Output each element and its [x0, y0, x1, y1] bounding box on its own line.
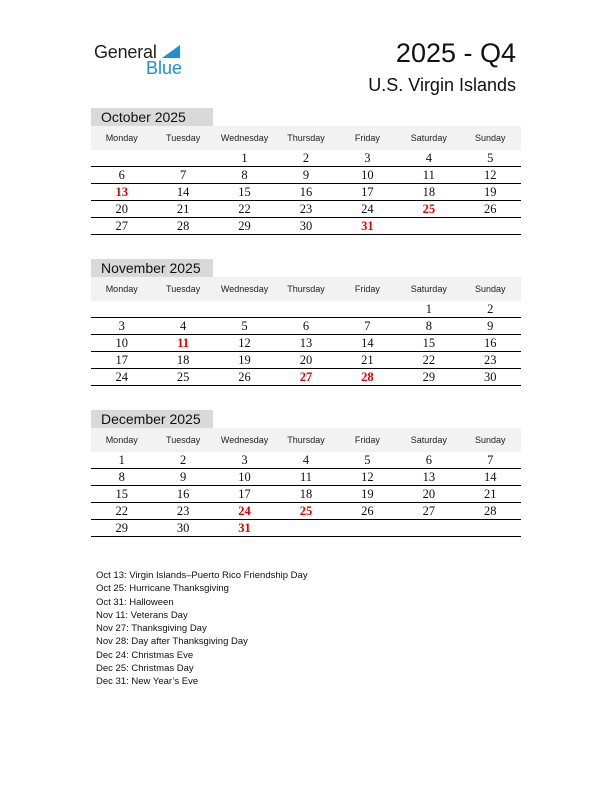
calendar-grid [91, 428, 521, 537]
day-cell: 15 [398, 335, 459, 352]
day-cell: 25 [275, 503, 336, 520]
week-row [91, 469, 521, 486]
day-cell: 10 [337, 167, 398, 184]
day-cell: 5 [337, 452, 398, 469]
day-cell: 23 [275, 201, 336, 218]
day-cell: 12 [214, 335, 275, 352]
empty-day-cell [275, 301, 336, 318]
day-cell: 27 [398, 503, 459, 520]
day-cell: 10 [91, 335, 152, 352]
day-cell: 24 [337, 201, 398, 218]
empty-day-cell [398, 218, 459, 235]
logo-general-text: General [94, 42, 157, 62]
day-cell: 8 [398, 318, 459, 335]
weekday-header: Saturday [398, 277, 459, 301]
day-cell: 21 [337, 352, 398, 369]
day-cell: 23 [152, 503, 213, 520]
week-row [91, 167, 521, 184]
week-row [91, 218, 521, 235]
day-cell: 4 [398, 150, 459, 167]
day-cell: 11 [398, 167, 459, 184]
empty-day-cell [91, 150, 152, 167]
day-cell: 19 [214, 352, 275, 369]
day-cell: 3 [214, 452, 275, 469]
week-row [91, 503, 521, 520]
weekday-header: Thursday [275, 277, 336, 301]
empty-day-cell [275, 520, 336, 537]
day-cell: 2 [152, 452, 213, 469]
holiday-item: Dec 31: New Year’s Eve [96, 676, 199, 688]
week-row [91, 184, 521, 201]
day-cell: 18 [275, 486, 336, 503]
weekday-header: Thursday [275, 126, 336, 150]
day-cell: 22 [398, 352, 459, 369]
day-cell: 2 [275, 150, 336, 167]
weekday-header: Wednesday [214, 428, 275, 452]
day-cell: 1 [214, 150, 275, 167]
empty-day-cell [337, 520, 398, 537]
holiday-item: Oct 13: Virgin Islands–Puerto Rico Friendship Day [96, 570, 308, 581]
day-cell: 19 [460, 184, 521, 201]
week-row [91, 301, 521, 318]
day-cell: 26 [337, 503, 398, 520]
brand-logo [94, 42, 194, 78]
day-cell: 9 [275, 167, 336, 184]
day-cell: 30 [152, 520, 213, 537]
empty-day-cell [460, 218, 521, 235]
day-cell: 7 [337, 318, 398, 335]
day-cell: 4 [152, 318, 213, 335]
day-cell: 9 [152, 469, 213, 486]
calendar-grid [91, 277, 521, 386]
day-cell: 11 [152, 335, 213, 352]
day-cell: 14 [337, 335, 398, 352]
weekday-header: Saturday [398, 126, 459, 150]
page-title: 2025 - Q4 [395, 38, 516, 68]
weekday-header: Monday [91, 428, 152, 452]
logo-flag-icon [162, 45, 180, 58]
week-row [91, 520, 521, 537]
day-cell: 18 [152, 352, 213, 369]
empty-day-cell [152, 150, 213, 167]
weekday-header: Monday [91, 277, 152, 301]
day-cell: 6 [91, 167, 152, 184]
weekday-header: Sunday [460, 277, 521, 301]
logo-blue-text: Blue [146, 58, 183, 78]
day-cell: 29 [91, 520, 152, 537]
day-cell: 15 [214, 184, 275, 201]
weekday-header: Tuesday [152, 428, 213, 452]
day-cell: 11 [275, 469, 336, 486]
holiday-item: Nov 11: Veterans Day [96, 609, 188, 621]
day-cell: 8 [214, 167, 275, 184]
day-cell: 23 [460, 352, 521, 369]
day-cell: 15 [91, 486, 152, 503]
day-cell: 29 [398, 369, 459, 386]
calendar-grid [91, 126, 521, 235]
day-cell: 28 [460, 503, 521, 520]
day-cell: 22 [214, 201, 275, 218]
weekday-header: Saturday [398, 428, 459, 452]
day-cell: 6 [398, 452, 459, 469]
holiday-item: Dec 24: Christmas Eve [96, 649, 194, 661]
day-cell: 29 [214, 218, 275, 235]
day-cell: 31 [214, 520, 275, 537]
day-cell: 22 [91, 503, 152, 520]
day-cell: 1 [398, 301, 459, 318]
weekday-header: Sunday [460, 428, 521, 452]
day-cell: 7 [152, 167, 213, 184]
day-cell: 20 [91, 201, 152, 218]
month-label: October 2025 [91, 108, 213, 126]
empty-day-cell [214, 301, 275, 318]
weekday-header: Friday [337, 126, 398, 150]
day-cell: 20 [275, 352, 336, 369]
day-cell: 28 [337, 369, 398, 386]
day-cell: 1 [91, 452, 152, 469]
day-cell: 18 [398, 184, 459, 201]
day-cell: 12 [337, 469, 398, 486]
day-cell: 21 [152, 201, 213, 218]
day-cell: 21 [460, 486, 521, 503]
day-cell: 24 [91, 369, 152, 386]
weekday-header: Wednesday [214, 277, 275, 301]
week-row [91, 335, 521, 352]
day-cell: 3 [337, 150, 398, 167]
day-cell: 20 [398, 486, 459, 503]
day-cell: 17 [214, 486, 275, 503]
week-row [91, 352, 521, 369]
day-cell: 3 [91, 318, 152, 335]
month-october [91, 108, 521, 235]
day-cell: 30 [275, 218, 336, 235]
page-subtitle: U.S. Virgin Islands [368, 75, 516, 95]
day-cell: 25 [398, 201, 459, 218]
day-cell: 6 [275, 318, 336, 335]
day-cell: 30 [460, 369, 521, 386]
day-cell: 7 [460, 452, 521, 469]
weekday-header: Friday [337, 428, 398, 452]
holiday-list [96, 569, 308, 689]
week-row [91, 318, 521, 335]
day-cell: 16 [460, 335, 521, 352]
day-cell: 13 [275, 335, 336, 352]
weekday-header: Monday [91, 126, 152, 150]
day-cell: 19 [337, 486, 398, 503]
day-cell: 13 [398, 469, 459, 486]
day-cell: 17 [337, 184, 398, 201]
empty-day-cell [337, 301, 398, 318]
weekday-header: Wednesday [214, 126, 275, 150]
empty-day-cell [398, 520, 459, 537]
day-cell: 8 [91, 469, 152, 486]
month-december [91, 410, 521, 537]
day-cell: 28 [152, 218, 213, 235]
empty-day-cell [460, 520, 521, 537]
day-cell: 5 [214, 318, 275, 335]
day-cell: 31 [337, 218, 398, 235]
weekday-header: Tuesday [152, 126, 213, 150]
empty-day-cell [152, 301, 213, 318]
month-label: November 2025 [91, 259, 213, 277]
holiday-item: Nov 28: Day after Thanksgiving Day [96, 636, 248, 648]
day-cell: 25 [152, 369, 213, 386]
weekday-header: Thursday [275, 428, 336, 452]
weekday-header: Sunday [460, 126, 521, 150]
week-row [91, 452, 521, 469]
week-row [91, 486, 521, 503]
day-cell: 12 [460, 167, 521, 184]
holiday-item: Dec 25: Christmas Day [96, 663, 194, 675]
week-row [91, 150, 521, 167]
day-cell: 14 [152, 184, 213, 201]
day-cell: 5 [460, 150, 521, 167]
week-row [91, 201, 521, 218]
day-cell: 26 [214, 369, 275, 386]
day-cell: 16 [275, 184, 336, 201]
day-cell: 9 [460, 318, 521, 335]
day-cell: 16 [152, 486, 213, 503]
empty-day-cell [91, 301, 152, 318]
holiday-item: Nov 27: Thanksgiving Day [96, 623, 207, 635]
month-label: December 2025 [91, 410, 213, 428]
day-cell: 14 [460, 469, 521, 486]
day-cell: 4 [275, 452, 336, 469]
day-cell: 24 [214, 503, 275, 520]
holiday-item: Oct 25: Hurricane Thanksgiving [96, 583, 229, 595]
week-row [91, 369, 521, 386]
day-cell: 13 [91, 184, 152, 201]
holiday-item: Oct 31: Halloween [96, 596, 174, 608]
day-cell: 17 [91, 352, 152, 369]
weekday-header: Tuesday [152, 277, 213, 301]
month-november [91, 259, 521, 386]
day-cell: 2 [460, 301, 521, 318]
day-cell: 26 [460, 201, 521, 218]
day-cell: 27 [91, 218, 152, 235]
weekday-header: Friday [337, 277, 398, 301]
day-cell: 27 [275, 369, 336, 386]
day-cell: 10 [214, 469, 275, 486]
